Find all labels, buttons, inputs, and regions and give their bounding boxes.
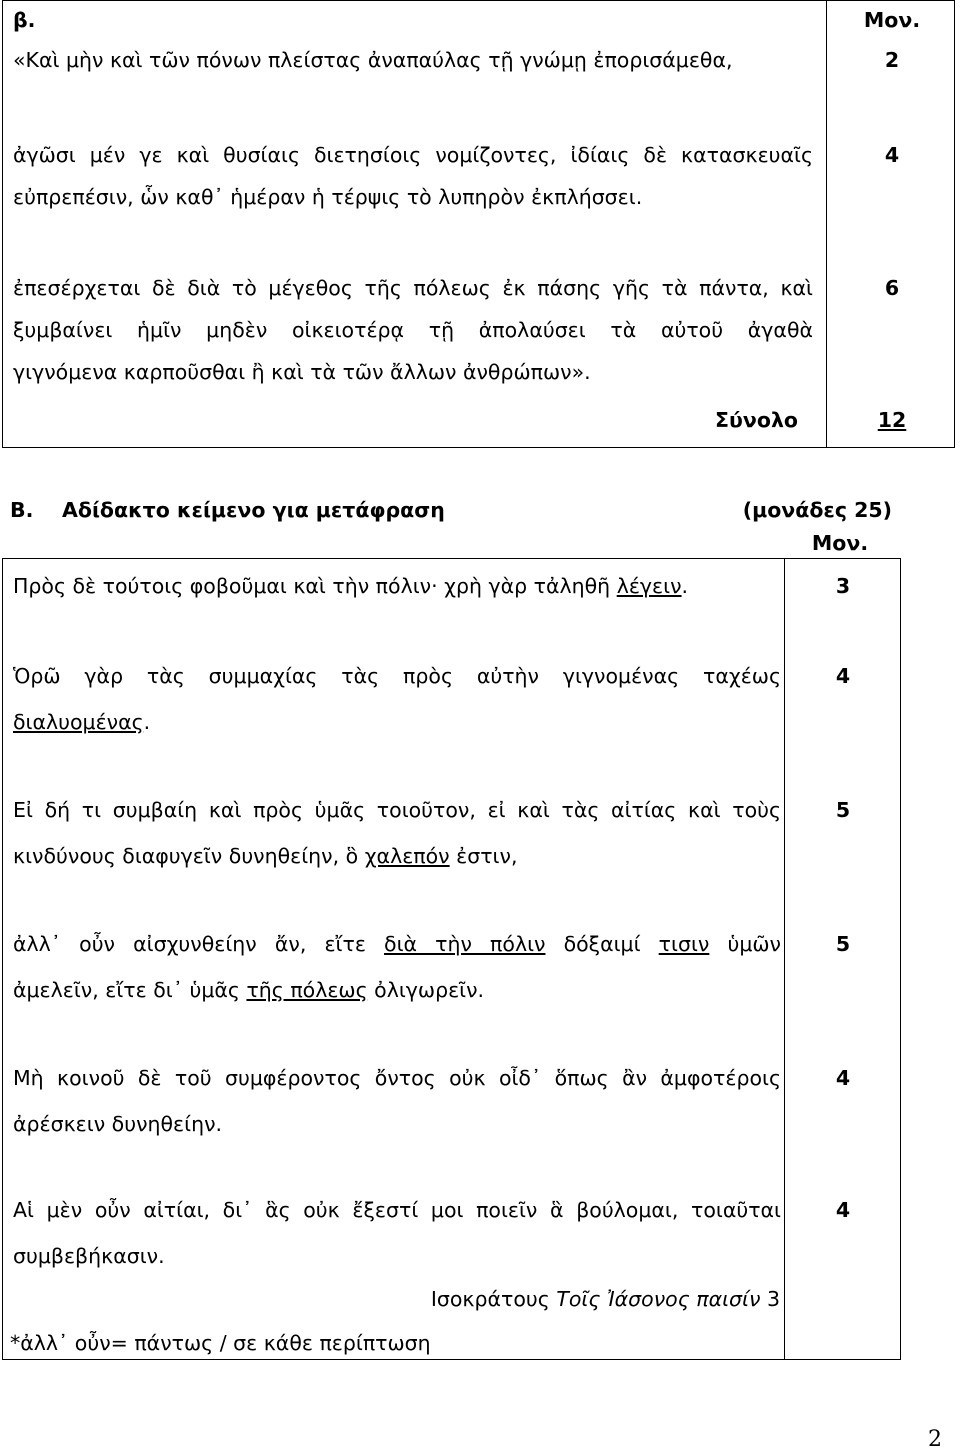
text-line: εὐπρεπέσιν, ὧν καθ᾽ ἡμέραν ἡ τέρψις τὸ λυπηρὸν ἐκπλήσσει. (13, 185, 643, 209)
units-header: Μον. (863, 8, 921, 32)
citation-section: 3 (760, 1287, 780, 1311)
section-b-heading (10, 490, 445, 530)
text-row-b1 (13, 563, 781, 609)
underlined-word: διὰ τὴν πόλιν (384, 932, 546, 956)
text-line: ἐπεσέρχεται δὲ διὰ τὸ μέγεθος τῆς πόλεως ἐκ πάσης γῆς τὰ πάντα, καὶ (13, 276, 813, 300)
text-line: Εἰ δή τι συμβαίη καὶ πρὸς ὑμᾶς τοιοῦτον, εἰ καὶ τὰς αἰτίας καὶ τοὺς (13, 798, 781, 822)
points-row-b4: 5 (835, 932, 851, 956)
points-row-1: 2 (884, 48, 900, 72)
text-segment: ἀμελεῖν, εἴτε δι᾽ ὑμᾶς (13, 978, 247, 1002)
column-divider (784, 559, 785, 1359)
text-line (13, 563, 781, 609)
translation-table-b (2, 558, 901, 1360)
text-row-1 (13, 39, 813, 81)
underlined-word: διαλυομένας (13, 710, 144, 734)
text-line: Μὴ κοινοῦ δὲ τοῦ συμφέροντος ὄντος οὐκ οἶδ᾽ ὅπως ἂν ἀμφοτέροις (13, 1066, 781, 1090)
text-row-b5 (13, 1055, 781, 1147)
text-segment: ἐστιν, (449, 844, 518, 868)
text-line: Αἱ μὲν οὖν αἰτίαι, δι᾽ ἃς οὐκ ἔξεστί μοι ποιεῖν ἃ βούλομαι, τοιαῦται (13, 1198, 781, 1222)
text-segment: · χρὴ γὰρ τἀληθῆ (431, 574, 617, 598)
section-b-units: (μονάδες 25) (742, 498, 892, 522)
text-row-2 (13, 134, 813, 218)
text-row-3 (13, 267, 813, 393)
text-line: συμβεβήκασιν. (13, 1244, 165, 1268)
text-line: γιγνόμενα καρποῦσθαι ἢ καὶ τὰ τῶν ἄλλων ἀνθρώπων». (13, 360, 591, 384)
points-row-b1: 3 (835, 574, 851, 598)
text-line: ἀρέσκειν δυνηθείην. (13, 1112, 223, 1136)
points-row-b6: 4 (835, 1198, 851, 1222)
section-label: β. (13, 8, 36, 32)
text-line (13, 833, 781, 879)
footnote: *ἀλλ᾽ οὖν= πάντως / σε κάθε περίπτωση (10, 1331, 431, 1355)
text-line: «Καὶ μὴν καὶ τῶν πόνων πλείστας ἀναπαύλας τῇ γνώμῃ ἐπορισάμεθα, (13, 48, 733, 72)
source-citation (380, 1278, 780, 1320)
underlined-word: χαλεπόν (364, 844, 450, 868)
underlined-word: λέγειν (616, 574, 682, 598)
points-row-3: 6 (884, 276, 900, 300)
units-header-b: Μον. (811, 531, 869, 555)
section-b-title: Αδίδακτο κείμενο για μετάφραση (62, 498, 445, 522)
points-row-2: 4 (884, 143, 900, 167)
points-row-b3: 5 (835, 798, 851, 822)
citation-title: Τοῖς Ἰάσονος παισίν (556, 1287, 761, 1311)
text-row-b6 (13, 1187, 781, 1279)
section-b-code: Β. (10, 498, 34, 522)
text-row-b2 (13, 653, 781, 745)
text-segment: . (681, 574, 689, 598)
column-divider (826, 1, 827, 447)
text-row-b3 (13, 787, 781, 879)
page-number: 2 (928, 1427, 942, 1452)
text-line (13, 699, 781, 745)
text-segment: ἀλλ᾽ οὖν αἰσχυνθείην ἄν, εἴτε (13, 932, 385, 956)
text-segment: . (143, 710, 151, 734)
text-row-b4 (13, 921, 781, 1013)
text-line (13, 967, 781, 1013)
text-line: ξυμβαίνει ἡμῖν μηδὲν οἰκειοτέρᾳ τῇ ἀπολαύσει τὰ αὐτοῦ ἀγαθὰ (13, 318, 813, 342)
text-segment: δόξαιμί (545, 932, 659, 956)
points-row-b2: 4 (835, 664, 851, 688)
text-line: ἀγῶσι μέν γε καὶ θυσίαις διετησίοις νομίζοντες, ἰδίαις δὲ κατασκευαῖς (13, 143, 813, 167)
text-line (13, 921, 781, 967)
underlined-word: τῆς πόλεως (246, 978, 368, 1002)
total-value: 12 (877, 408, 907, 432)
citation-author: Ισοκράτους (430, 1287, 557, 1311)
text-segment: Πρὸς δὲ τούτοις φοβοῦμαι καὶ τὴν πόλιν (13, 574, 432, 598)
translation-table-a (2, 0, 955, 448)
points-row-b5: 4 (835, 1066, 851, 1090)
underlined-word: τισιν (658, 932, 710, 956)
total-label: Σύνολο (715, 408, 798, 432)
text-segment: ὑμῶν (709, 932, 781, 956)
text-line: Ὁρῶ γὰρ τὰς συμμαχίας τὰς πρὸς αὐτὴν γιγνομένας ταχέως (13, 664, 781, 688)
text-segment: κινδύνους διαφυγεῖν δυνηθείην, ὃ (13, 844, 365, 868)
text-segment: ὀλιγωρεῖν. (367, 978, 485, 1002)
